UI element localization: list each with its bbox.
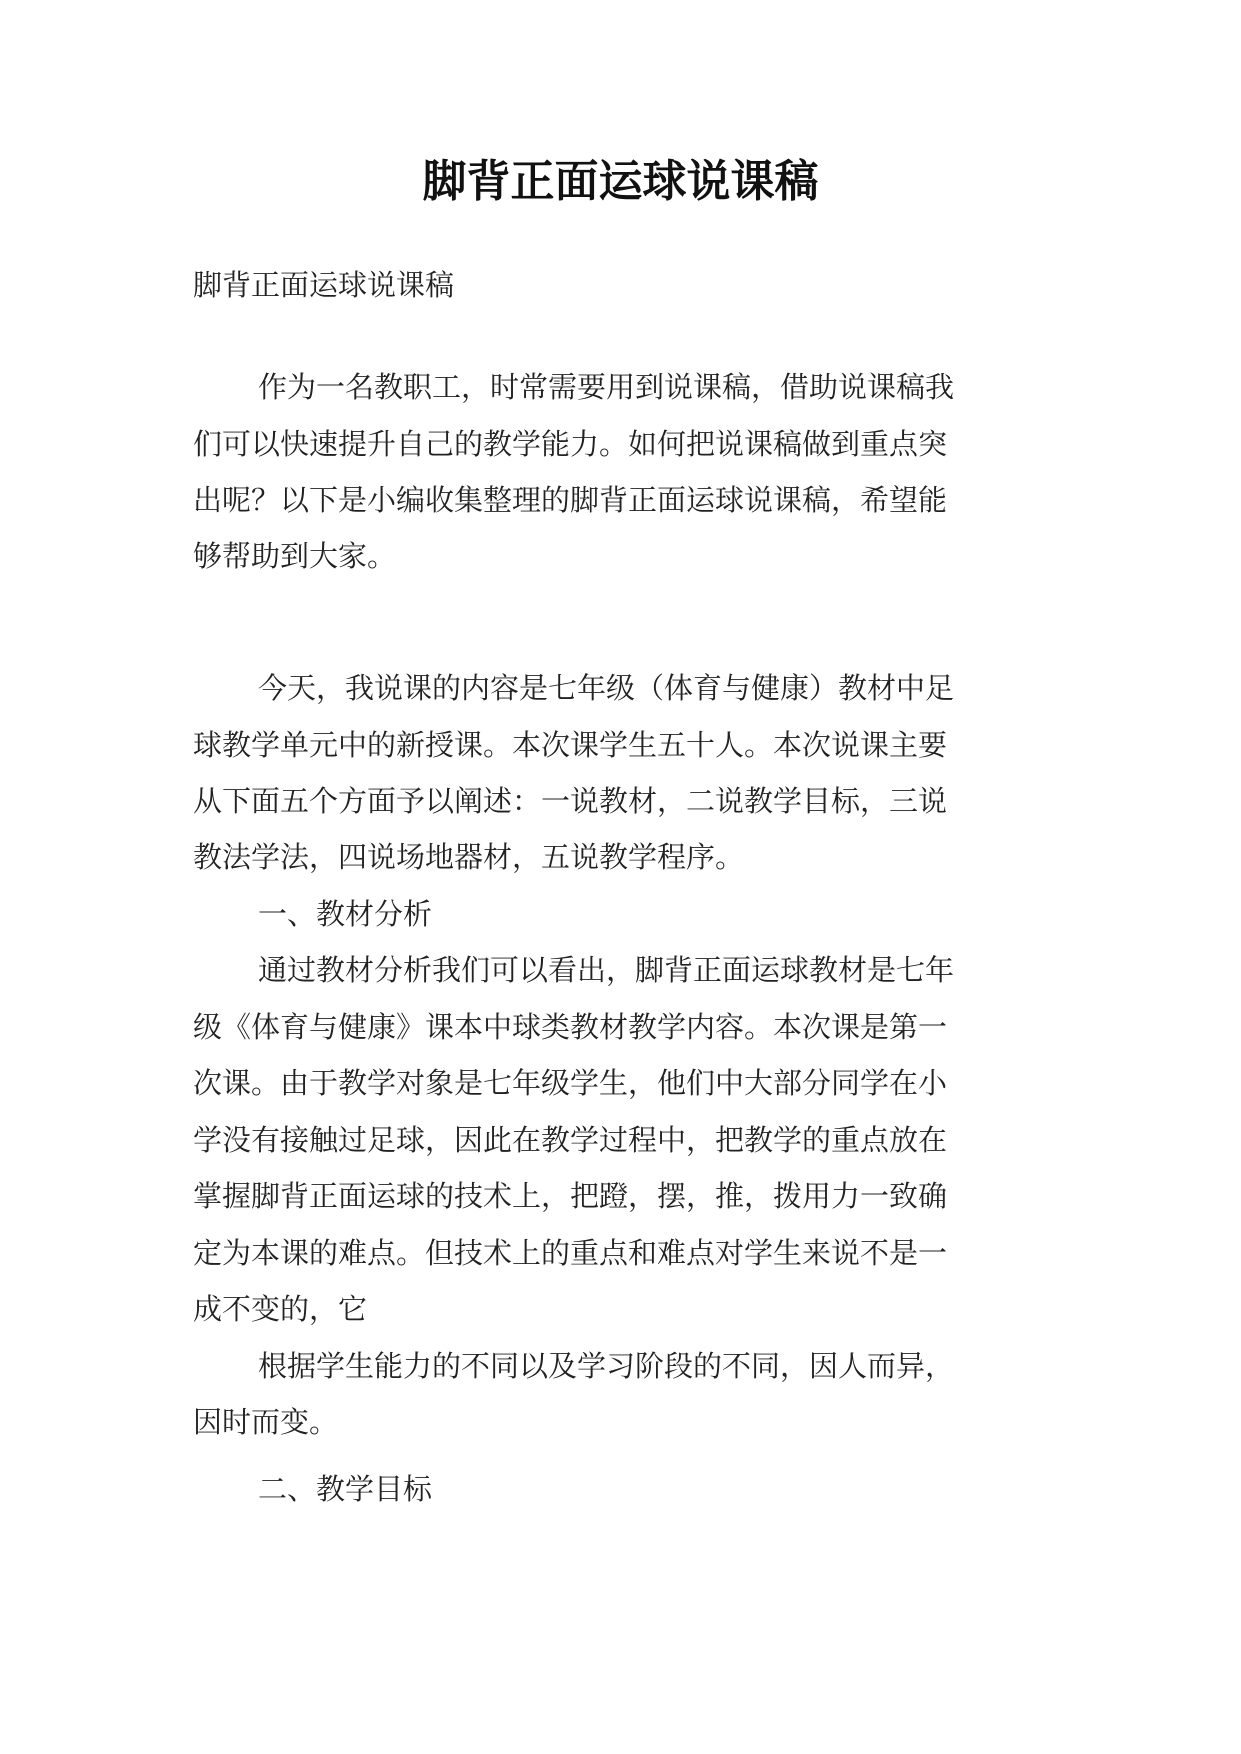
- paragraph-line: 因时而变。: [193, 1405, 339, 1439]
- paragraph-line: 球教学单元中的新授课。本次课学生五十人。本次说课主要: [193, 728, 948, 762]
- paragraph-line: 出呢？以下是小编收集整理的脚背正面运球说课稿，希望能: [193, 483, 948, 517]
- paragraph-line: 级《体育与健康》课本中球类教材教学内容。本次课是第一: [193, 1010, 948, 1044]
- section-heading: 一、教材分析: [258, 897, 433, 931]
- document-subtitle: 脚背正面运球说课稿: [193, 268, 455, 302]
- section-heading: 二、教学目标: [258, 1472, 433, 1506]
- paragraph-line: 作为一名教职工，时常需要用到说课稿，借助说课稿我: [258, 370, 955, 404]
- paragraph-line: 今天，我说课的内容是七年级（体育与健康）教材中足: [258, 671, 955, 705]
- paragraph-line: 根据学生能力的不同以及学习阶段的不同，因人而异，: [258, 1349, 955, 1383]
- paragraph-line: 次课。由于教学对象是七年级学生，他们中大部分同学在小: [193, 1066, 948, 1100]
- paragraph-line: 从下面五个方面予以阐述：一说教材，二说教学目标，三说: [193, 784, 948, 818]
- paragraph-line: 定为本课的难点。但技术上的重点和难点对学生来说不是一: [193, 1236, 948, 1270]
- paragraph-line: 学没有接触过足球，因此在教学过程中，把教学的重点放在: [193, 1123, 948, 1157]
- paragraph-line: 教法学法，四说场地器材，五说教学程序。: [193, 840, 745, 874]
- document-title: 脚背正面运球说课稿: [422, 156, 819, 207]
- paragraph-line: 掌握脚背正面运球的技术上，把蹬，摆，推，拨用力一致确: [193, 1179, 948, 1213]
- paragraph-line: 成不变的，它: [193, 1292, 368, 1326]
- paragraph-line: 们可以快速提升自己的教学能力。如何把说课稿做到重点突: [193, 427, 948, 461]
- paragraph-line: 通过教材分析我们可以看出，脚背正面运球教材是七年: [258, 953, 955, 987]
- paragraph-line: 够帮助到大家。: [193, 539, 397, 573]
